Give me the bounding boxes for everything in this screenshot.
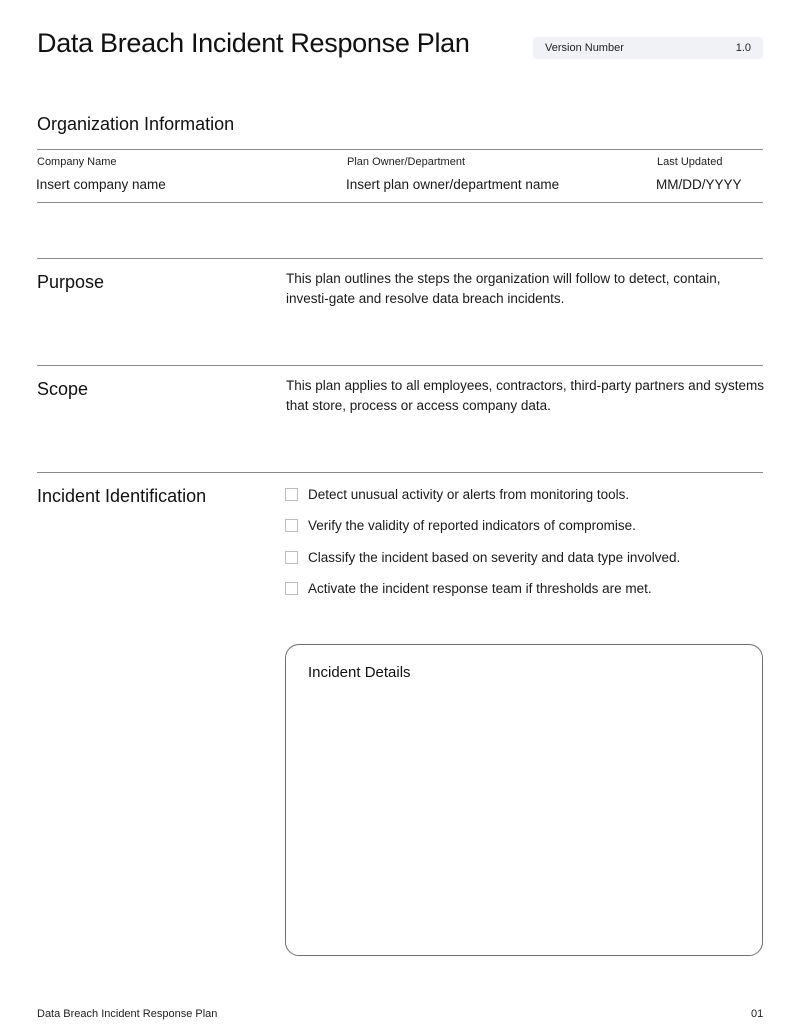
checklist-item[interactable] (285, 547, 680, 567)
checkbox[interactable] (285, 488, 298, 501)
identification-checklist (285, 484, 680, 598)
checkbox[interactable] (285, 582, 298, 595)
divider (37, 258, 763, 259)
purpose-heading: Purpose (37, 272, 105, 292)
plan-owner-field[interactable]: Insert plan owner/department name (346, 177, 560, 192)
checkbox[interactable] (285, 551, 298, 564)
divider (37, 202, 763, 203)
version-value: 1.0 (735, 42, 751, 54)
checklist-item-label: Activate the incident response team if thresholds are met. (308, 580, 652, 596)
organization-heading: Organization Information (37, 114, 235, 134)
divider (37, 149, 763, 150)
company-name-field[interactable]: Insert company name (36, 177, 166, 192)
last-updated-field[interactable]: MM/DD/YYYY (656, 177, 742, 192)
divider (37, 472, 763, 473)
checkbox[interactable] (285, 519, 298, 532)
checklist-item-label: Classify the incident based on severity and data type involved. (308, 549, 681, 565)
incident-identification-heading: Incident Identification (37, 486, 207, 506)
incident-details-box[interactable] (285, 644, 763, 956)
company-name-label: Company Name (37, 156, 117, 168)
checklist-item[interactable] (285, 578, 680, 598)
checklist-item-label: Verify the validity of reported indicators of compromise. (308, 517, 636, 533)
version-number-field[interactable] (533, 37, 763, 59)
checklist-item[interactable] (285, 484, 680, 504)
divider (37, 365, 763, 366)
scope-text: This plan applies to all employees, contractors, third-party partners and systems that store, process or access company data. (286, 378, 764, 413)
last-updated-label: Last Updated (657, 156, 723, 168)
plan-owner-label: Plan Owner/Department (347, 156, 465, 168)
purpose-text: This plan outlines the steps the organization will follow to detect, contain, investi-gate and resolve data breach incidents. (286, 271, 721, 306)
page-title: Data Breach Incident Response Plan (37, 28, 470, 58)
checklist-item-label: Detect unusual activity or alerts from monitoring tools. (308, 486, 630, 502)
footer-doc-title: Data Breach Incident Response Plan (37, 1008, 218, 1020)
version-label: Version Number (545, 42, 624, 54)
scope-heading: Scope (37, 379, 89, 399)
page-number: 01 (751, 1008, 764, 1020)
checklist-item[interactable] (285, 515, 680, 535)
incident-details-title: Incident Details (308, 664, 411, 681)
